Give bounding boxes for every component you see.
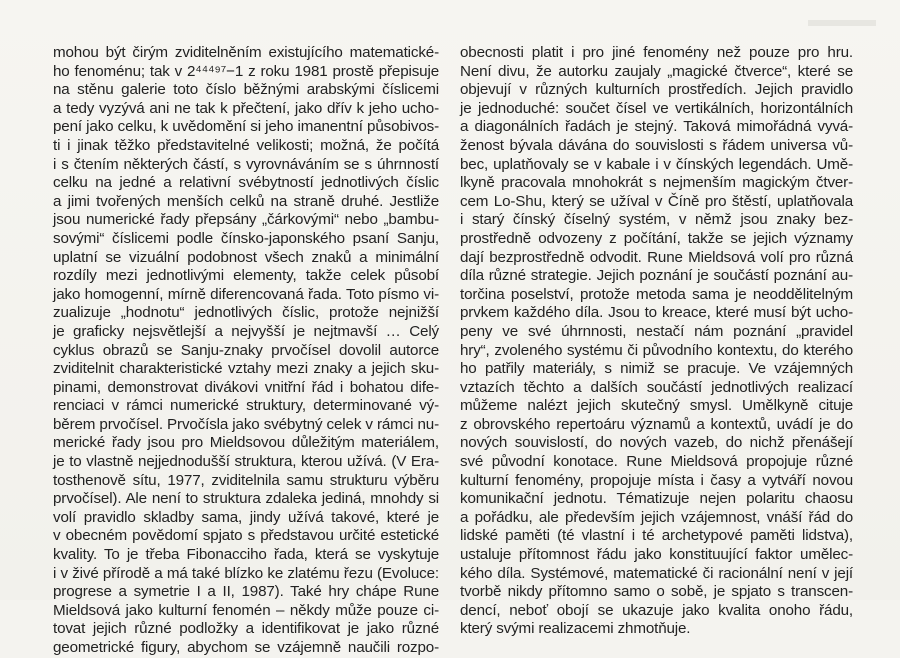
text-line: nových souvislostí, do nových vazeb, do nichž přenášejí <box>460 434 853 452</box>
text-line: na stěnu galerie toto číslo běžnými arabskými číslicemi <box>53 81 439 99</box>
text-line: kého díla. Systémové, matematické či racionální není v její <box>460 564 853 582</box>
text-line: geometrické figury, abychom se vzájemně naučili rozpo- <box>53 639 439 656</box>
text-line: zualizuje „hodnotu“ jednotlivých číslic, protože nejnižší <box>53 304 439 322</box>
text-line: rozdíly mezi jednotlivými elementy, takže celek působí <box>53 267 439 285</box>
text-line: prostředně odvozeny z počítání, takže se jejich významy <box>460 229 853 247</box>
text-line: dají bezprostředně odvodit. Rune Mieldsová volí pro různá <box>460 248 853 266</box>
text-line: ho fenoménu; tak v 2⁴⁴⁴⁹⁷−1 z roku 1981 prostě přepisuje <box>53 62 439 80</box>
text-line: obecnosti platit i pro jiné fenomény než pouze pro hru. <box>460 44 853 61</box>
text-line: a tedy vyzývá ani ne tak k přečtení, jako dřív k jeho ucho- <box>53 99 439 117</box>
text-line: objevují v různých kulturních prostředích. Jejich pravidlo <box>460 81 853 99</box>
text-line: tvorbě nikdy přítomno samo o sobě, je spjato s transcen- <box>460 583 853 601</box>
text-line: merické řady jsou pro Mieldsovou důležitým materiálem, <box>53 434 439 452</box>
text-line: je to vlastně nejjednodušší struktura, kterou užívá. (V Era- <box>53 453 439 471</box>
text-line: torčina poselství, protože metoda sama je neoddělitelným <box>460 285 853 303</box>
text-line: vztazích těchto a dalších součástí jednotlivých realizací <box>460 378 853 396</box>
text-line: lidské paměti (té vlastní i té archetypové paměti lidstva), <box>460 527 853 545</box>
text-line: uplatní se vizuální podobnost všech znaků a minimální <box>53 248 439 266</box>
text-line: který svými realizacemi zhmotňuje. <box>460 620 691 638</box>
text-line: ustaluje přítomnost řádu jako konstituující faktor umělec- <box>460 546 853 564</box>
page-edge-mark <box>808 20 876 26</box>
text-line: Není divu, že autorku zaujaly „magické čtverce“, které se <box>460 62 853 80</box>
text-line: lkyně pracovala mnohokrát s nejmenším magickým čtver- <box>460 174 853 192</box>
text-line: pení jako celku, k uvědomění si jeho imanentní působivos- <box>53 118 439 136</box>
text-line: je jednoduché: součet čísel ve vertikálních, horizontálních <box>460 99 853 117</box>
text-line: je graficky nejsvětlejší a nejvyšší je nejtmavší … Celý <box>53 322 439 340</box>
text-line: kulturní fenomény, propojuje místa i časy a vytváří novou <box>460 471 853 489</box>
text-line: kvality. To je třeba Fibonacciho řada, která se vyskytuje <box>53 546 439 564</box>
text-line: i v živé přírodě a má také blízko ke zlatému řezu (Evoluce: <box>53 564 439 582</box>
text-line: i s čtením některých částí, s vyrovnáváním se s úhrnností <box>53 155 439 173</box>
text-line: můžeme nalézt jejich skutečný smysl. Umělkyně cituje <box>460 397 853 415</box>
text-line: Mieldsová jako kulturní fenomén – někdy může pouze ci- <box>53 601 439 619</box>
text-line: jsou numerické řady přepsány „čárkovými“ nebo „bambu- <box>53 211 439 229</box>
text-line: ho patřily materiály, s nimiž se pracuje. Ve vzájemných <box>460 360 853 378</box>
text-line: a pořádku, ale především jejich vzájemnost, vnáší řád do <box>460 508 853 526</box>
text-line: bec, uplatňovaly se v kabale i v čínských legendách. Umě- <box>460 155 853 173</box>
text-line: i starý čínský číselný systém, v němž jsou znaky bez- <box>460 211 853 229</box>
text-line: celku na jedné a relativní svébytností jednotlivých číslic <box>53 174 439 192</box>
text-line: peny ve své úhrnnosti, nestačí nám poznání „pravidel <box>460 322 853 340</box>
text-line: v obecném povědomí spjato s představou určité estetické <box>53 527 439 545</box>
text-line: ti i jinak těžko představitelné velikosti; možná, že počítá <box>53 136 439 154</box>
text-line: díla různé strategie. Jejich poznání je součástí poznání au- <box>460 267 853 285</box>
text-line: mohou být čirým zviditelněním existujícího matematické- <box>53 44 439 61</box>
text-line: pinami, demonstrovat divákovi vnitřní řád i bohatou dife- <box>53 378 439 396</box>
text-line: volí pravidlo skladby sama, jindy užívá takové, které je <box>53 508 439 526</box>
left-text-column <box>53 44 439 658</box>
text-line: tosthenově sítu, 1977, zviditelnila samu strukturu výběru <box>53 471 439 489</box>
text-line: tovat jejich různé podložky a identifikovat je jako různé <box>53 620 439 638</box>
text-line: cem Lo-Shu, který se užíval v Číně pro štěstí, uplatňovala <box>460 192 853 210</box>
text-line: dencí, neboť obojí se ukazuje jako kvalita onoho řádu, <box>460 601 853 619</box>
text-line: sovými“ číslicemi podle čínsko-japonského psaní Sanju, <box>53 229 439 247</box>
text-line: běrem prvočísel. Prvočísla jako svébytný celek v rámci nu- <box>53 415 439 433</box>
text-line: renciaci v rámci numerické struktury, determinované vý- <box>53 397 439 415</box>
text-line: a jimi tvořených menších celků na straně druhé. Jestliže <box>53 192 439 210</box>
text-line: cyklus obrazů se Sanju-znaky prvočísel dovolil autorce <box>53 341 439 359</box>
text-line: ženost bývala dávána do souvislosti s řádem universa vů- <box>460 136 853 154</box>
text-line: zviditelnit charakteristické vztahy mezi znaky a jejich sku- <box>53 360 439 378</box>
text-line: prvkem každého díla. Jsou to kreace, které musí být ucho- <box>460 304 853 322</box>
text-line: jako homogenní, mírně diferencovaná řada. Toto písmo vi- <box>53 285 439 303</box>
right-text-column <box>460 44 853 639</box>
text-line: hry“, zvoleného systému či původního kontextu, do kterého <box>460 341 853 359</box>
text-line: z obrovského repertoáru významů a kontextů, uvádí je do <box>460 415 853 433</box>
text-line: prvočísel). Ale není to struktura zdaleka jediná, mnohdy si <box>53 490 439 508</box>
text-line: své původní konotace. Rune Mieldsová propojuje různé <box>460 453 853 471</box>
text-line: a diagonálních řadách je stejný. Taková mimořádná vyvá- <box>460 118 853 136</box>
text-line: progrese a symetrie I a II, 1987). Také hry chápe Rune <box>53 583 439 601</box>
text-line: komunikační jednotu. Tématizuje nejen polaritu chaosu <box>460 490 853 508</box>
